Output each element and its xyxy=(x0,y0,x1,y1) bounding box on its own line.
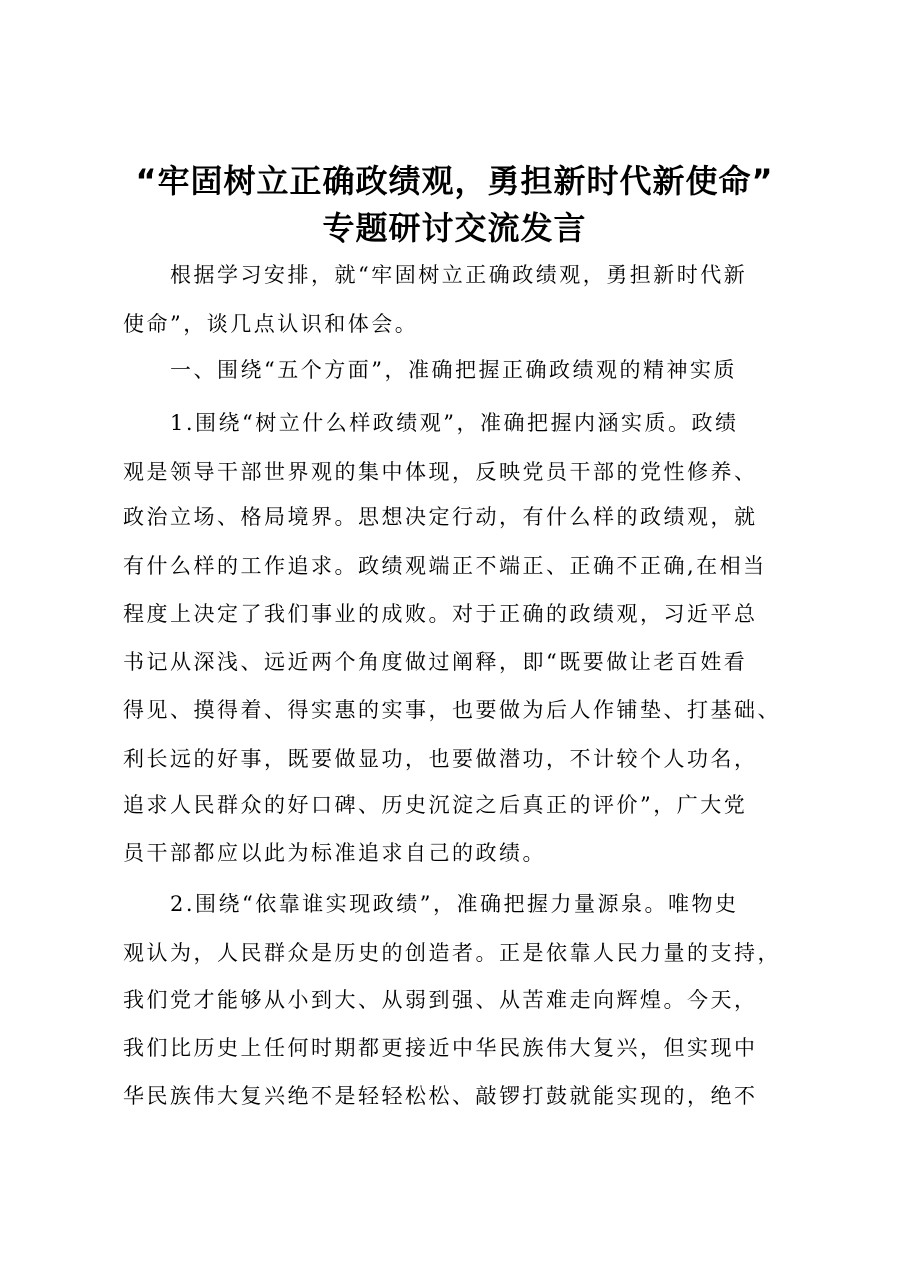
body-line-9: 书记从深浅、远近两个角度做过阐释，即“既要做让老百姓看 xyxy=(123,650,748,674)
body-line-1: 根据学习安排，就“牢固树立正确政绩观，勇担新时代新 xyxy=(123,263,748,287)
body-line-15: 观认为，人民群众是历史的创造者。正是依靠人民力量的支持， xyxy=(123,941,781,965)
body-line-2: 使命”，谈几点认识和体会。 xyxy=(123,312,419,336)
body-line-3: 一、围绕“五个方面”，准确把握正确政绩观的精神实质 xyxy=(123,358,737,382)
body-line-17: 我们比历史上任何时期都更接近中华民族伟大复兴，但实现中 xyxy=(123,1036,758,1060)
body-line-5: 观是领导干部世界观的集中体现，反映党员干部的党性修养、 xyxy=(123,460,758,484)
body-line-8: 程度上决定了我们事业的成败。对于正确的政绩观，习近平总 xyxy=(123,602,758,626)
body-line-14: 2.围绕“依靠谁实现政绩”，准确把握力量源泉。唯物史 xyxy=(123,892,739,916)
body-line-18: 华民族伟大复兴绝不是轻轻松松、敲锣打鼓就能实现的，绝不 xyxy=(123,1084,758,1108)
body-line-6: 政治立场、格局境界。思想决定行动，有什么样的政绩观，就 xyxy=(123,505,758,529)
body-line-16: 我们党才能够从小到大、从弱到强、从苦难走向辉煌。今天， xyxy=(123,988,758,1012)
body-line-7: 有什么样的工作追求。政绩观端正不端正、正确不正确,在相当 xyxy=(123,554,767,578)
body-line-13: 员干部都应以此为标准追求自己的政绩。 xyxy=(123,841,546,865)
body-line-12: 追求人民群众的好口碑、历史沉淀之后真正的评价”，广大党 xyxy=(123,793,748,817)
body-line-10: 得见、摸得着、得实惠的实事，也要做为后人作铺垫、打基础、 xyxy=(123,698,781,722)
body-line-4: 1.围绕“树立什么样政绩观”，准确把握内涵实质。政绩 xyxy=(123,411,739,435)
document-title-line-2: 专题研讨交流发言 xyxy=(322,209,587,247)
document-title-line-1: “牢固树立正确政绩观，勇担新时代新使命” xyxy=(135,162,774,200)
body-line-11: 利长远的好事，既要做显功，也要做潜功，不计较个人功名， xyxy=(123,747,758,771)
